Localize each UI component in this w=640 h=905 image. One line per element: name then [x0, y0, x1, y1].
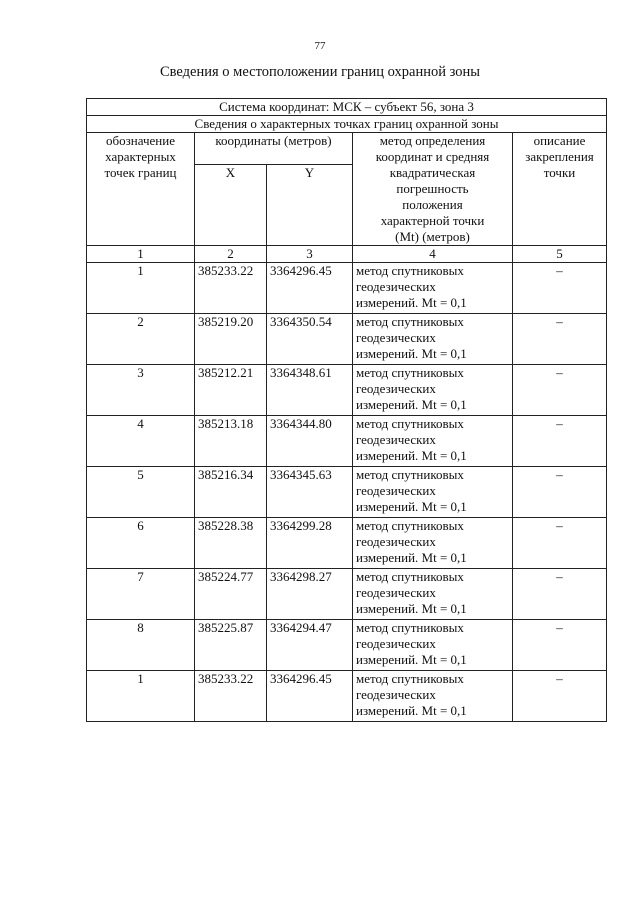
column-number: 1: [87, 246, 195, 263]
method-line: измерений. Mt = 0,1: [356, 703, 467, 718]
fixation-description: –: [513, 314, 607, 365]
coordinate-x: 385213.18: [195, 416, 267, 467]
point-designation: 8: [87, 620, 195, 671]
method-line: измерений. Mt = 0,1: [356, 448, 467, 463]
method-cell: [353, 467, 513, 518]
coordinate-y: 3364294.47: [267, 620, 353, 671]
fixation-description: –: [513, 263, 607, 314]
coordinate-system-row: Система координат: МСК – субъект 56, зона 3: [87, 99, 607, 116]
point-designation: 5: [87, 467, 195, 518]
table-row: [87, 569, 607, 620]
method-line: метод спутниковых: [356, 671, 464, 686]
method-line: измерений. Mt = 0,1: [356, 550, 467, 565]
table-row: [87, 518, 607, 569]
table-row: [87, 467, 607, 518]
coordinate-y: 3364299.28: [267, 518, 353, 569]
method-line: геодезических: [356, 381, 436, 396]
coordinate-x: 385228.38: [195, 518, 267, 569]
column-number-row: [87, 246, 607, 263]
header-designation: обозначение характерных точек границ: [87, 133, 195, 246]
coordinate-x: 385212.21: [195, 365, 267, 416]
boundary-points-table: [86, 98, 607, 722]
point-designation: 4: [87, 416, 195, 467]
coordinate-y: 3364296.45: [267, 671, 353, 722]
coordinate-y: 3364344.80: [267, 416, 353, 467]
coordinate-y: 3364350.54: [267, 314, 353, 365]
method-line: метод спутниковых: [356, 314, 464, 329]
coordinate-y: 3364348.61: [267, 365, 353, 416]
table-row: [87, 620, 607, 671]
header-method: метод определения координат и средняя квадратическая погрешность положения характерной точки (Mt) (метров): [353, 133, 513, 246]
coordinate-x: 385216.34: [195, 467, 267, 518]
method-line: геодезических: [356, 534, 436, 549]
point-designation: 2: [87, 314, 195, 365]
method-line: метод спутниковых: [356, 518, 464, 533]
coordinate-x: 385233.22: [195, 263, 267, 314]
point-designation: 6: [87, 518, 195, 569]
document-title: Сведения о местоположении границ охранной зоны: [159, 64, 480, 80]
fixation-description: –: [513, 569, 607, 620]
method-line: измерений. Mt = 0,1: [356, 652, 467, 667]
method-line: геодезических: [356, 330, 436, 345]
point-designation: 1: [87, 671, 195, 722]
method-line: метод спутниковых: [356, 620, 464, 635]
method-cell: [353, 671, 513, 722]
method-line: геодезических: [356, 585, 436, 600]
fixation-description: –: [513, 467, 607, 518]
method-line: геодезических: [356, 483, 436, 498]
method-line: измерений. Mt = 0,1: [356, 346, 467, 361]
table-row: [87, 365, 607, 416]
method-line: измерений. Mt = 0,1: [356, 397, 467, 412]
method-cell: [353, 416, 513, 467]
section-heading-row: Сведения о характерных точках границ охранной зоны: [87, 116, 607, 133]
method-line: геодезических: [356, 279, 436, 294]
header-coordinates: координаты (метров): [195, 133, 353, 165]
method-line: измерений. Mt = 0,1: [356, 499, 467, 514]
coordinate-y: 3364296.45: [267, 263, 353, 314]
coordinate-y: 3364298.27: [267, 569, 353, 620]
point-designation: 1: [87, 263, 195, 314]
method-line: метод спутниковых: [356, 365, 464, 380]
column-number: 2: [195, 246, 267, 263]
header-x: X: [195, 165, 267, 246]
table-row: [87, 416, 607, 467]
coordinate-x: 385219.20: [195, 314, 267, 365]
fixation-description: –: [513, 365, 607, 416]
coordinate-x: 385224.77: [195, 569, 267, 620]
method-cell: [353, 314, 513, 365]
header-y: Y: [267, 165, 353, 246]
coordinate-x: 385225.87: [195, 620, 267, 671]
method-cell: [353, 569, 513, 620]
fixation-description: –: [513, 416, 607, 467]
method-line: метод спутниковых: [356, 263, 464, 278]
point-designation: 3: [87, 365, 195, 416]
column-number: 5: [513, 246, 607, 263]
method-line: метод спутниковых: [356, 416, 464, 431]
fixation-description: –: [513, 620, 607, 671]
column-number: 4: [353, 246, 513, 263]
fixation-description: –: [513, 671, 607, 722]
method-line: измерений. Mt = 0,1: [356, 295, 467, 310]
method-cell: [353, 365, 513, 416]
coordinate-x: 385233.22: [195, 671, 267, 722]
method-line: метод спутниковых: [356, 467, 464, 482]
method-line: геодезических: [356, 432, 436, 447]
table-row: [87, 263, 607, 314]
method-line: измерений. Mt = 0,1: [356, 601, 467, 616]
method-cell: [353, 263, 513, 314]
method-cell: [353, 518, 513, 569]
table-row: [87, 671, 607, 722]
method-line: геодезических: [356, 636, 436, 651]
point-designation: 7: [87, 569, 195, 620]
page-number: 77: [314, 40, 326, 52]
method-line: метод спутниковых: [356, 569, 464, 584]
fixation-description: –: [513, 518, 607, 569]
column-number: 3: [267, 246, 353, 263]
table-row: [87, 314, 607, 365]
method-line: геодезических: [356, 687, 436, 702]
coordinate-y: 3364345.63: [267, 467, 353, 518]
header-description: описание закрепления точки: [513, 133, 607, 246]
method-cell: [353, 620, 513, 671]
